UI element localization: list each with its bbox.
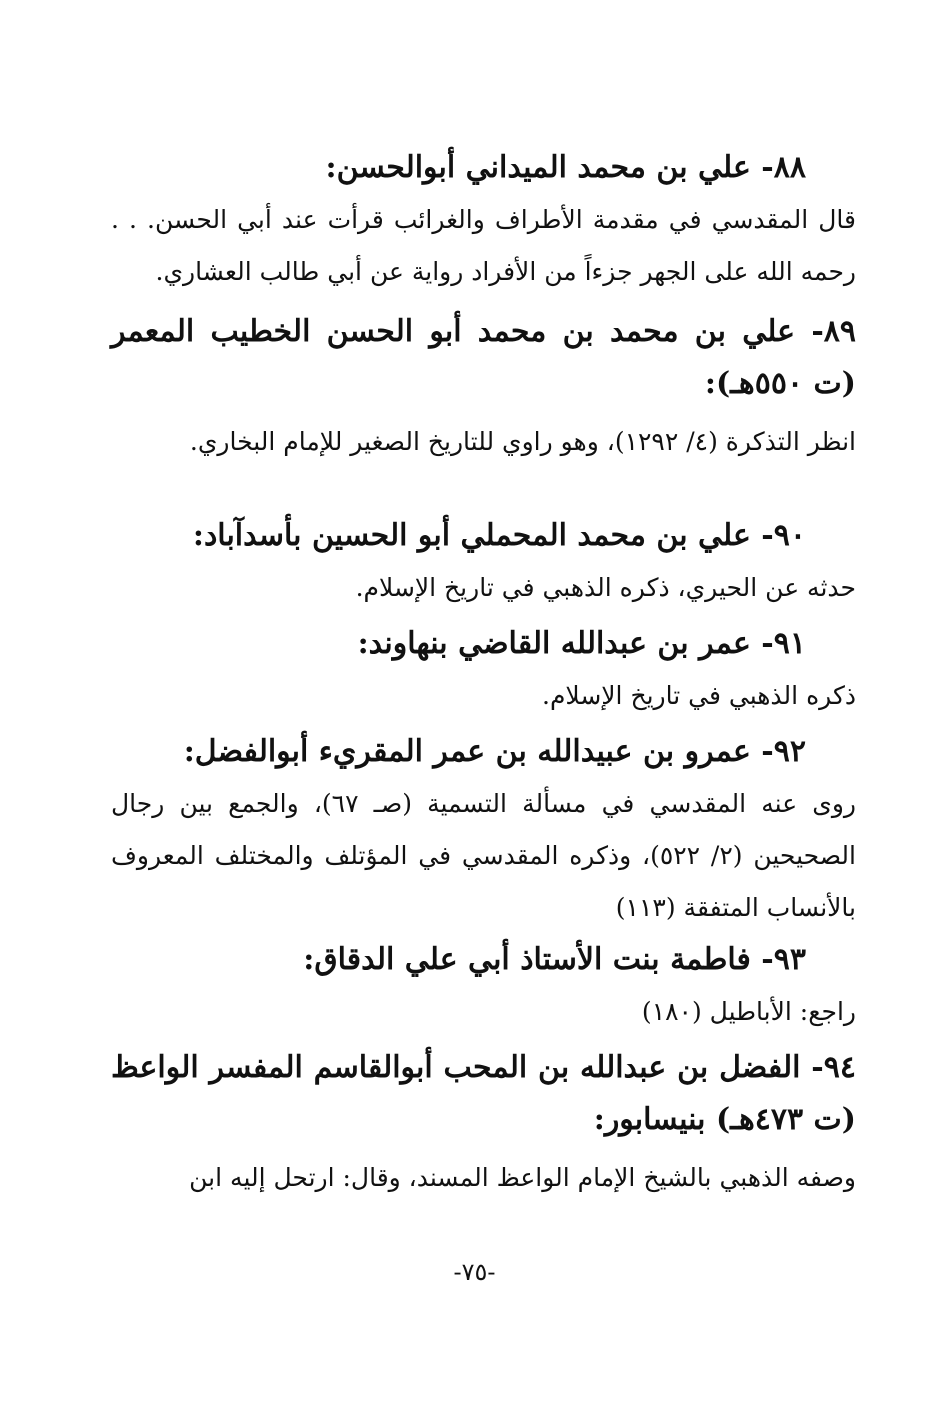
entry-90-heading: ٩٠- علي بن محمد المحملي أبو الحسين بأسدآباد: bbox=[192, 518, 806, 553]
entry-91 bbox=[111, 618, 856, 722]
entry-92-body: روى عنه المقدسي في مسألة التسمية (صـ ٦٧)، والجمع بين رجال الصحيحين (٢/ ٥٢٢)، وذكره المقدسي في المؤتلف والمختلف المعروف بالأنساب المتفقة (١١٣) bbox=[111, 789, 856, 922]
entry-88-body: قال المقدسي في مقدمة الأطراف والغرائب قرأت عند أبي الحسن. . . رحمه الله على الجهر جزءاً من الأفراد رواية عن أبي طالب العشاري. bbox=[111, 205, 856, 286]
entry-91-heading: ٩١- عمر بن عبدالله القاضي بنهاوند: bbox=[357, 626, 806, 661]
page-number: -٧٥- bbox=[453, 1258, 496, 1286]
entry-88 bbox=[111, 142, 856, 298]
entry-88-heading: ٨٨- علي بن محمد الميداني أبوالحسن: bbox=[325, 150, 806, 185]
entry-94-heading: ٩٤- الفضل بن عبدالله بن المحب أبوالقاسم المفسر الواعظ (ت ٤٧٣هـ) بنيسابور: bbox=[111, 1050, 856, 1137]
entry-89-body: انظر التذكرة (٤/ ١٢٩٢)، وهو راوي للتاريخ الصغير للإمام البخاري. bbox=[189, 427, 856, 456]
entry-92 bbox=[111, 726, 856, 934]
entry-93-body: راجع: الأباطيل (١٨٠) bbox=[641, 997, 856, 1026]
entry-90 bbox=[111, 510, 856, 614]
entry-93-heading: ٩٣- فاطمة بنت الأستاذ أبي علي الدقاق: bbox=[303, 942, 806, 977]
entry-94-body: وصفه الذهبي بالشيخ الإمام الواعظ المسند، وقال: ارتحل إليه ابن bbox=[189, 1163, 856, 1192]
entry-90-body: حدثه عن الحيري، ذكره الذهبي في تاريخ الإسلام. bbox=[355, 573, 856, 602]
entry-94 bbox=[111, 1042, 856, 1204]
entry-92-heading: ٩٢- عمرو بن عبيدالله بن عمر المقريء أبوالفضل: bbox=[183, 734, 806, 769]
entry-93 bbox=[111, 934, 856, 1038]
entry-89 bbox=[111, 306, 856, 468]
entry-89-heading: ٨٩- علي بن محمد بن محمد أبو الحسن الخطيب المعمر (ت ٥٥٠هـ): bbox=[111, 314, 856, 401]
entry-91-body: ذكره الذهبي في تاريخ الإسلام. bbox=[542, 681, 856, 710]
